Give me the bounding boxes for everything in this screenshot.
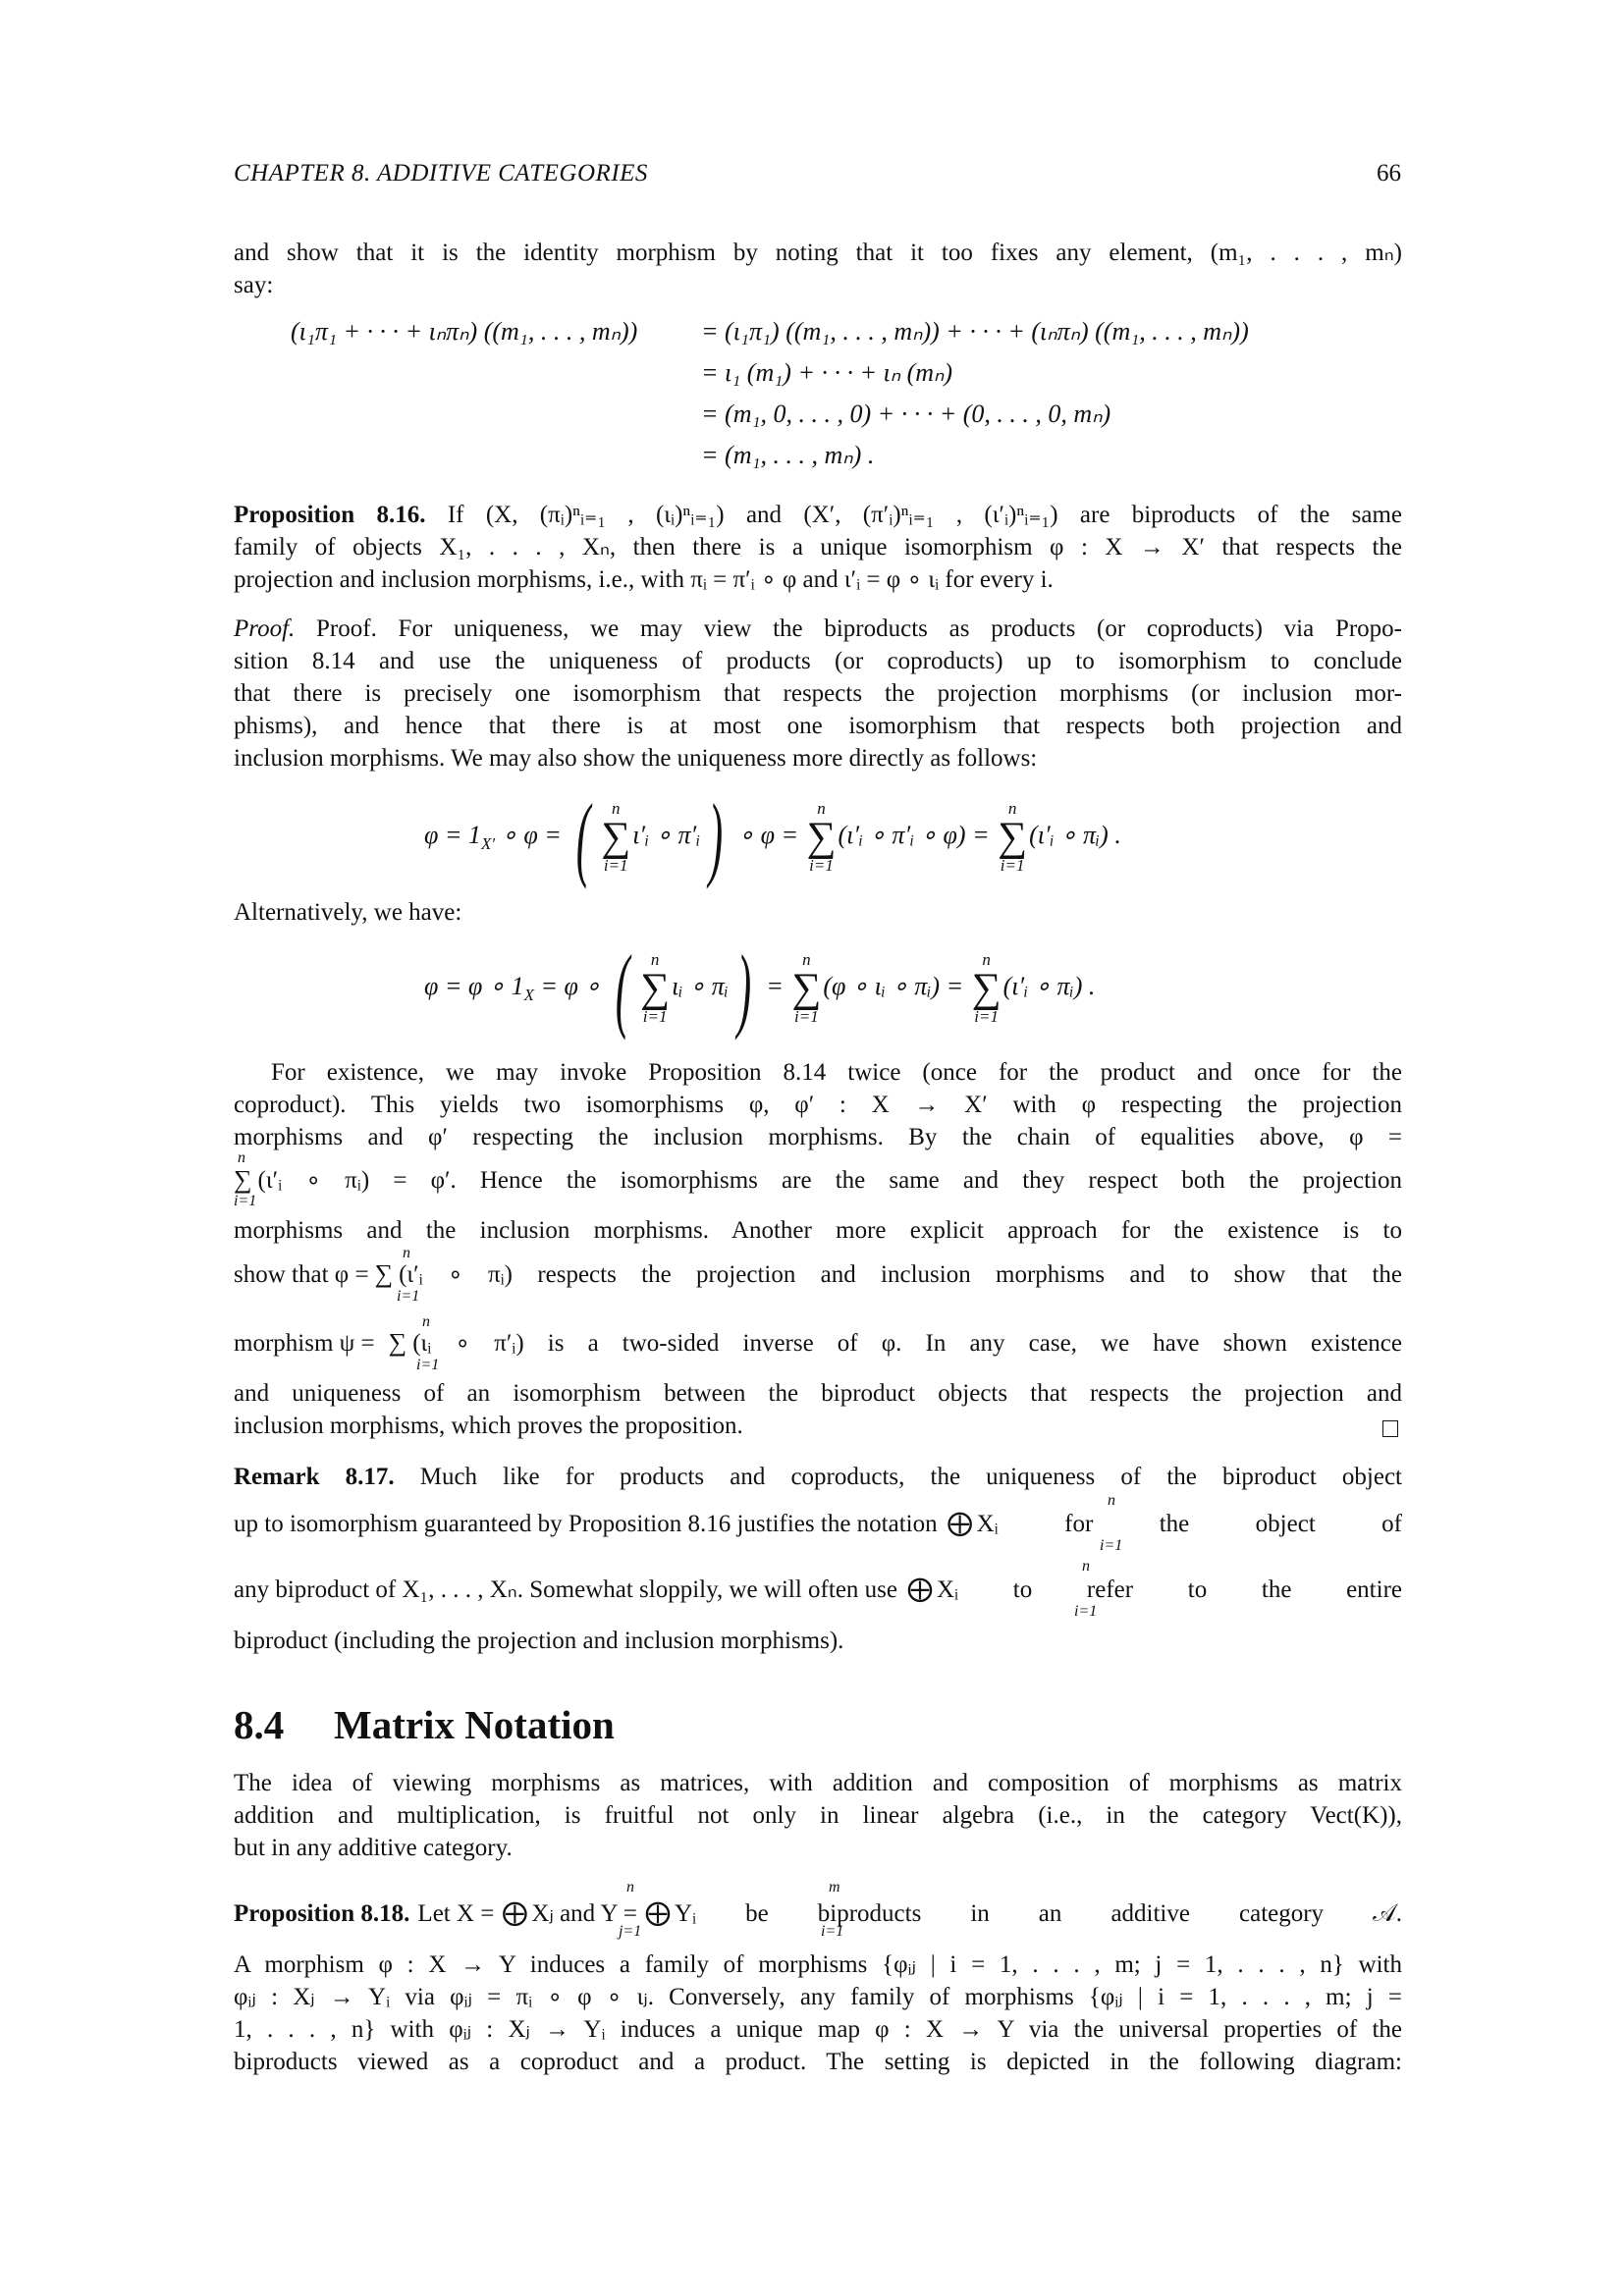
equation-row: = (m₁, . . . , mₙ) . xyxy=(701,441,875,469)
body-line: and show that it is the identity morphism by noting that it too fixes any element, (m₁, . . . , mₙ) xyxy=(234,240,1402,266)
proof-line: morphisms and φ′ respecting the inclusion morphisms. By the chain of equalities above, φ = xyxy=(234,1124,1402,1150)
oplus-symbol: ⨁ xyxy=(907,1575,933,1603)
proposition-label: Proposition 8.16. xyxy=(234,502,426,528)
inline-sum-top: n xyxy=(238,1149,245,1166)
running-header: CHAPTER 8. ADDITIVE CATEGORIES xyxy=(234,160,648,187)
equation-lhs: (ι₁π₁ + · · · + ιₙπₙ) ((m₁, . . . , mₙ)) xyxy=(291,317,638,346)
body-line: The idea of viewing morphisms as matrices, with addition and composition of morphisms as matrix xyxy=(234,1770,1402,1796)
proof-line: that there is precisely one isomorphism that respects the projection morphisms (or inclusion mor- xyxy=(234,680,1402,707)
proof-line: inclusion morphisms. We may also show the uniqueness more directly as follows: xyxy=(234,745,1038,772)
proof-line: sition 8.14 and use the uniqueness of products (or coproducts) up to isomorphism to conclude xyxy=(234,648,1402,674)
proof-line: show that φ = ∑ (ι′ᵢ ∘ πᵢ) respects the projection and inclusion morphisms and to show that the xyxy=(234,1259,1402,1288)
qed-symbol xyxy=(1382,1420,1398,1437)
page-number: 66 xyxy=(1377,160,1401,187)
proof-label: Proof. xyxy=(234,615,296,642)
body-line: Alternatively, we have: xyxy=(234,899,462,926)
remark-8-17-line: up to isomorphism guaranteed by Proposition 8.16 justifies the notation ⨁ Xᵢ for the object of xyxy=(234,1509,1402,1537)
inline-sum-top: n xyxy=(422,1313,430,1330)
summation: n ∑ i=1 xyxy=(601,799,631,875)
oplus-bottom: i=1 xyxy=(1074,1603,1098,1620)
summation: n ∑ i=1 xyxy=(640,950,671,1026)
remark-label: Remark 8.17. xyxy=(234,1464,395,1490)
left-paren: ( xyxy=(615,935,630,1041)
inline-sum-top: n xyxy=(403,1245,410,1261)
proposition-8-18-line: Proposition 8.18. Let X = ⨁ Xⱼ and Y = ⨁ Yᵢ be biproducts in an additive category 𝒜. xyxy=(234,1898,1402,1927)
sigma: ∑ xyxy=(388,1328,407,1357)
body-line: but in any additive category. xyxy=(234,1835,513,1861)
oplus-top: n xyxy=(1108,1492,1115,1509)
summation: n ∑ i=1 xyxy=(791,950,822,1026)
body-line: say: xyxy=(234,272,274,298)
left-paren: ( xyxy=(576,784,591,889)
proposition-8-16-line: Proposition 8.16. If (X, (πᵢ)ⁿᵢ₌₁ , (ιᵢ)ⁿᵢ₌₁) and (X′, (π′ᵢ)ⁿᵢ₌₁ , (ι′ᵢ)ⁿᵢ₌₁) are biproducts of the same xyxy=(234,502,1403,528)
equation-row: = (m₁, 0, . . . , 0) + · · · + (0, . . . , 0, mₙ) xyxy=(701,400,1111,428)
remark-8-17-line: Remark 8.17. Much like for products and coproducts, the uniqueness of the biproduct object xyxy=(234,1464,1402,1490)
oplus-top: n xyxy=(1082,1558,1090,1575)
proof-line: coproduct). This yields two isomorphisms φ, φ′ : X → X′ with φ respecting the projection xyxy=(234,1092,1402,1118)
proof-line: and uniqueness of an isomorphism between the biproduct objects that respects the projection and xyxy=(234,1380,1402,1407)
proposition-label: Proposition 8.18. xyxy=(234,1900,410,1927)
document-page: CHAPTER 8. ADDITIVE CATEGORIES 66 and show that it is the identity morphism by noting that it too fixes any element, (m₁, . . . , mₙ) say: (ι₁π₁ + · · · + ιₙπₙ) ((m₁, . . . , mₙ)) = (ι₁π₁) ((m₁, . . . , mₙ)) + · · · + (ιₙπₙ) ((m₁, . . . , mₙ)) = ι₁ (m₁) + · · · + ιₙ (mₙ) = (m₁, 0, . . . , 0) + · · · + (0, . . . , 0, mₙ) = (m₁, . . . , mₙ) . Proposition 8.16. If (X, (πᵢ)ⁿᵢ₌₁ , (ιᵢ)ⁿᵢ₌₁) and (X′, (π′ᵢ)ⁿᵢ₌₁ , (ι′ᵢ)ⁿᵢ₌₁) are biproducts of the same family of objects X₁, . . . , Xₙ, then there is a unique isomorphism φ : X → X′ that respects the projection and inclusion morphisms, i.e., with πᵢ = π′ᵢ ∘ φ and ι′ᵢ = φ ∘ ιᵢ for every i. Proof. Proof. For uniqueness, we may view the biproducts as products (or coproducts) via Propo- sition 8.14 and use the uniqueness of products (or coproducts) up to isomorphism to conclude that there is precisely one isomorphism that respects the projection morphisms (or inclusion mor- phisms), and hence that there is at most one isomorphism that respects both projection and inclusion morphisms. We may also show the uniqueness more directly as follows: $\varphi = 1_{X'}$ ∘ φ = ( n ∑ i=1 ι′ᵢ ∘ π′ᵢ) ∘ φ = n ∑ i=1 (ι′ᵢ ∘ π′ᵢ ∘ φ) = n ∑ i=1 (ι′ᵢ ∘ πᵢ) . Alternatively, we have: φ = φ ∘ $1_X = \varphi$ ∘ ( n ∑ i=1 ιᵢ ∘ πᵢ) = n ∑ i=1 (φ ∘ ιᵢ ∘ πᵢ) = n ∑ i=1 (ι′ᵢ ∘ πᵢ) . For existence, we may invoke Proposition 8.14 twice (once for the product and once for the coproduct). This yields two isomorphisms φ, φ′ : X → X′ with φ respecting the projection morphisms and φ′ respecting the inclusion morphisms. By the chain of equalities above, φ = n ∑ (ι′ᵢ ∘ πᵢ) = φ′. Hence the isomorphisms are the same and they respect both the projection i=1 morphisms and the inclusion morphisms. Another more explicit approach for the existence is to n show that φ = ∑ (ι′ᵢ ∘ πᵢ) respects the projection and inclusion morphisms and to show that the i=1 n morphism ψ = ∑ (ιᵢ ∘ π′ᵢ) is a two-sided inverse of φ. In any case, we have shown existence i=1 and uniqueness of an isomorphism between the biproduct objects that respects the projection and inclusion morphisms, which proves the proposition. Remark 8.17. Much like for products and coproducts, the uniqueness of the biproduct object n up to isomorphism guaranteed by Proposition 8.16 justifies the notation ⨁ Xᵢ for the object of i=1 n any biproduct of X₁, . . . , Xₙ. Somewhat sloppily, we will often use ⨁ Xᵢ to refer to the entire i=1 biproduct (including the projection and inclusion morphisms). 8.4 Matrix Notation The idea of viewing morphisms as matrices, with addition and composition of morphisms as matrix addition and multiplication, is fruitful not only in linear algebra (i.e., in the category Vect(K)), but in any additive category. n m Proposition 8.18. Let X = ⨁ Xⱼ and Y = ⨁ Yᵢ be biproducts in an additive category 𝒜. j=1 i=1 A morphism φ : X → Y induces a family of morphisms {φᵢⱼ | i = 1, . . . , m; j = 1, . . . , n} with φᵢⱼ : Xⱼ → Yᵢ via φᵢⱼ = πᵢ ∘ φ ∘ ιⱼ. Conversely, any family of morphisms {φᵢⱼ | i = 1, . . . , m; j = 1, . . . , n} with φᵢⱼ : Xⱼ → Yᵢ induces a unique map φ : X → Y via the universal properties of the biproducts viewed as a coproduct and a product. The setting is depicted in the following diagram: xyxy=(234,160,1403,2075)
display-equation-uniqueness: $\varphi = 1_{X'}$ ∘ φ = ( n ∑ i=1 ι′ᵢ ∘ π′ᵢ) ∘ φ = n ∑ i=1 (ι′ᵢ ∘ π′ᵢ ∘ φ) = n ∑ i=1 (ι′ᵢ ∘ πᵢ) . xyxy=(424,784,1121,889)
section-number: 8.4 xyxy=(234,1702,285,1747)
proof-line: For existence, we may invoke Proposition 8.14 twice (once for the product and once for the xyxy=(271,1059,1402,1086)
section-heading xyxy=(234,1701,615,1748)
body-line: addition and multiplication, is fruitful not only in linear algebra (i.e., in the category Vect(K)), xyxy=(234,1802,1402,1829)
proof-line: phisms), and hence that there is at most one isomorphism that respects both projection and xyxy=(234,713,1402,739)
proposition-8-16-line: family of objects X₁, . . . , Xₙ, then there is a unique isomorphism φ : X → X′ that respects the xyxy=(234,534,1402,561)
remark-8-17-line: biproduct (including the projection and inclusion morphisms). xyxy=(234,1628,844,1654)
oplus-symbol: ⨁ xyxy=(644,1898,671,1927)
proposition-8-18-line: φᵢⱼ : Xⱼ → Yᵢ via φᵢⱼ = πᵢ ∘ φ ∘ ιⱼ. Conversely, any family of morphisms {φᵢⱼ | i = 1, . . . , m; j = xyxy=(234,1984,1402,2010)
section-title: Matrix Notation xyxy=(334,1702,615,1747)
proof-line: morphism ψ = ∑ (ιᵢ ∘ π′ᵢ) is a two-sided inverse of φ. In any case, we have shown existence xyxy=(234,1328,1402,1357)
summation: n ∑ i=1 xyxy=(971,950,1001,1026)
sigma: ∑ xyxy=(234,1165,252,1194)
proposition-8-16-line: projection and inclusion morphisms, i.e., with πᵢ = π′ᵢ ∘ φ and ι′ᵢ = φ ∘ ιᵢ for every i. xyxy=(234,566,1054,593)
oplus-symbol: ⨁ xyxy=(502,1898,528,1927)
equation-row: = (ι₁π₁) ((m₁, . . . , mₙ)) + · · · + (ιₙπₙ) ((m₁, . . . , mₙ)) xyxy=(701,317,1249,346)
proposition-8-18-line: biproducts viewed as a coproduct and a product. The setting is depicted in the following diagram: xyxy=(234,2049,1402,2075)
proof-line: morphisms and the inclusion morphisms. Another more explicit approach for the existence is to xyxy=(234,1217,1402,1244)
proof-line: inclusion morphisms, which proves the proposition. xyxy=(234,1413,743,1439)
right-paren: ) xyxy=(736,935,752,1041)
inline-sum-bottom: i=1 xyxy=(416,1357,440,1373)
summation: n ∑ i=1 xyxy=(998,799,1028,875)
proof-line: ∑ (ι′ᵢ ∘ πᵢ) = φ′. Hence the isomorphisms are the same and they respect both the projection xyxy=(234,1165,1402,1194)
oplus-symbol: ⨁ xyxy=(947,1509,973,1537)
oplus-bottom: i=1 xyxy=(1100,1537,1123,1554)
display-equation-alternative: φ = φ ∘ $1_X = \varphi$ ∘ ( n ∑ i=1 ιᵢ ∘ πᵢ) = n ∑ i=1 (φ ∘ ιᵢ ∘ πᵢ) = n ∑ i=1 (ι′ᵢ ∘ πᵢ) . xyxy=(424,935,1096,1041)
proposition-8-18-line: 1, . . . , n} with φᵢⱼ : Xⱼ → Yᵢ induces a unique map φ : X → Y via the universal properties of the xyxy=(234,2016,1402,2043)
right-paren: ) xyxy=(709,784,724,889)
summation: n ∑ i=1 xyxy=(806,799,837,875)
proof-line: Proof. Proof. For uniqueness, we may view the biproducts as products (or coproducts) via Propo- xyxy=(234,615,1402,642)
equation-row: = ι₁ (m₁) + · · · + ιₙ (mₙ) xyxy=(701,358,953,387)
proposition-8-18-line: A morphism φ : X → Y induces a family of morphisms {φᵢⱼ | i = 1, . . . , m; j = 1, . . . , n} with xyxy=(234,1951,1402,1978)
inline-sum-bottom: i=1 xyxy=(234,1193,257,1209)
sigma: ∑ xyxy=(374,1259,394,1288)
inline-sum-bottom: i=1 xyxy=(397,1288,420,1305)
remark-8-17-line: any biproduct of X₁, . . . , Xₙ. Somewhat sloppily, we will often use ⨁ Xᵢ to refer to the entire xyxy=(234,1575,1402,1603)
